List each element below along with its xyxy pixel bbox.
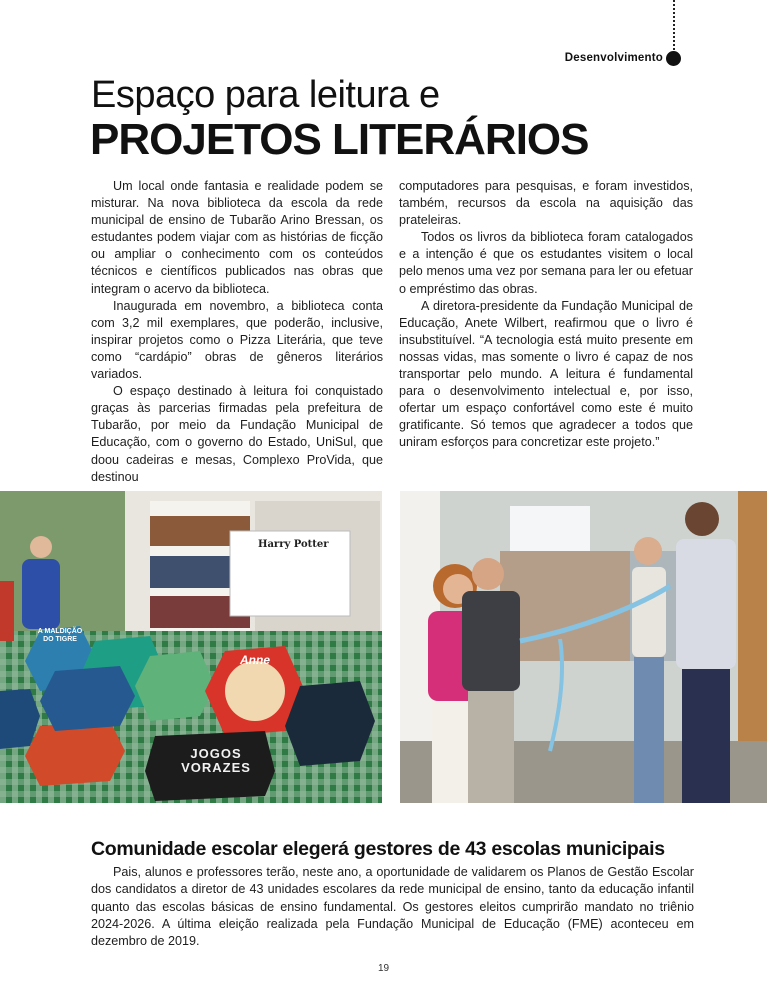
pizza-label: A MALDIÇÃO DO TIGRE [37, 628, 83, 643]
pizza-label: Harry Potter [258, 539, 329, 550]
paragraph: computadores para pesquisas, e foram investidos, também, recursos da escola na aquisição das prateleiras. [399, 179, 693, 228]
secondary-heading: Comunidade escolar elegerá gestores de 43 escolas municipais [91, 838, 665, 860]
paragraph: A diretora-presidente da Fundação Municipal de Educação, Anete Wilbert, reafirmou que o livro é insubstituível. “A tecnologia está muito presente em nossas vidas, mas somente o livro é capaz de nos transportar pelo mundo. A leitura é fundamental para o desenvolvimento intelectual e, por isso, ofertar um espaço confortável como este é muito gratificante. Só temos que agradecer a todos que uniram esforços para concretizar este projeto.” [399, 298, 693, 450]
title-line-1: Espaço para leitura e [91, 74, 440, 116]
paragraph: Inaugurada em novembro, a biblioteca conta com 3,2 mil exemplares, que poderão, inclusive, inspirar projetos como o Pizza Literária, que teve como “cardápio” obras de gêneros literários variados. [91, 298, 383, 382]
pizza-label: Anne [240, 653, 270, 667]
article-left-column [91, 178, 383, 486]
photo-pizza-literaria [0, 491, 382, 803]
paragraph: Pais, alunos e professores terão, neste ano, a oportunidade de validarem os Planos de Gestão Escolar dos candidatos a diretor de 43 unidades escolares da rede municipal de ensino, tanto da educação infantil quanto das escolas básicas de ensino fundamental. Os gestores eleitos cumprirão mandato no triênio 2024-2026. A última eleição realizada pela Fundação Municipal de Educação (FME) aconteceu em dezembro de 2019. [91, 865, 694, 949]
dotted-guide-line [673, 0, 675, 50]
article-right-column [399, 178, 693, 452]
section-dot-icon [666, 51, 681, 66]
photo-ribbon-cutting-illustration [400, 491, 767, 803]
title-line-2: PROJETOS LITERÁRIOS [90, 115, 589, 164]
photo-ribbon-cutting [400, 491, 767, 803]
paragraph: Todos os livros da biblioteca foram catalogados e a intenção é que os estudantes visitem o local pelo menos uma vez por semana para ler ou efetuar o empréstimo das obras. [399, 230, 693, 296]
paragraph: O espaço destinado à leitura foi conquistado graças às parcerias firmadas pela prefeitura de Tubarão, por meio da Fundação Municipal de Educação, com o governo do Estado, UniSul, que doou cadeiras e mesas, Complexo ProVida, que destinou [91, 384, 383, 484]
paragraph: Um local onde fantasia e realidade podem se misturar. Na nova biblioteca da escola da rede municipal de ensino de Tubarão Arino Bressan, os estudantes podem viajar com as histórias de ficção ou ampliar o conhecimento com os conteúdos técnicos e científicos publicados nas obras que integram o acervo da biblioteca. [91, 179, 383, 296]
page-number: 19 [377, 963, 390, 974]
section-tag: Desenvolvimento [564, 52, 663, 64]
pizza-label: JOGOS VORAZES [181, 746, 251, 775]
secondary-body [91, 864, 694, 950]
